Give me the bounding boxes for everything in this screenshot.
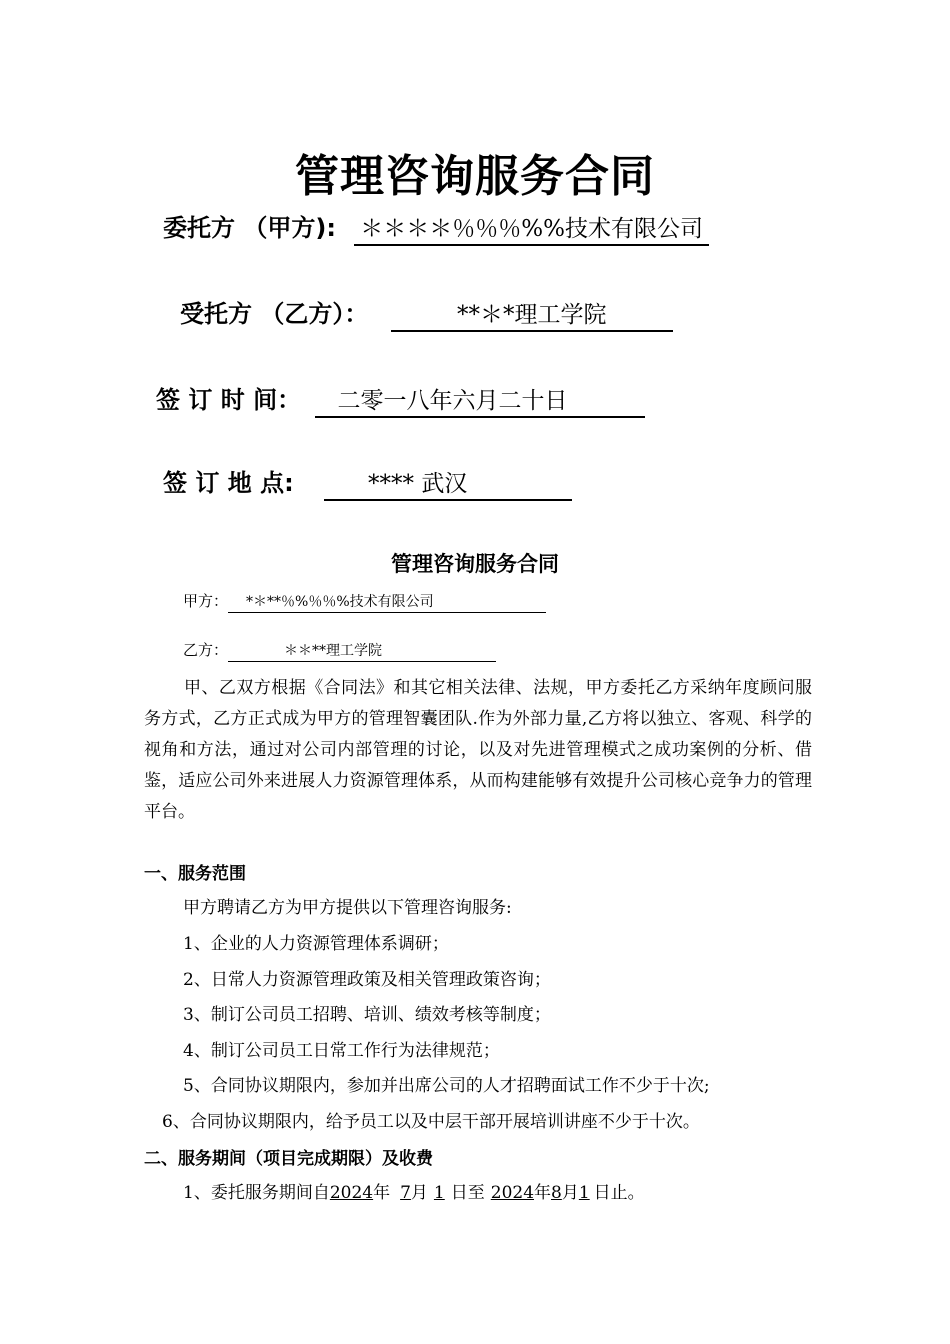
section-2-heading: 二、服务期间（项目完成期限）及收费 bbox=[144, 1149, 433, 1169]
service-item-1: 1、企业的人力资源管理体系调研； bbox=[183, 934, 449, 954]
sign-place-value: **** 武汉 bbox=[324, 469, 572, 501]
service-item-2: 2、日常人力资源管理政策及相关管理政策咨询； bbox=[183, 970, 551, 990]
end-day: 1 bbox=[578, 1183, 590, 1203]
party-b-label: 乙方： bbox=[183, 641, 229, 659]
end-month-char: 月 bbox=[561, 1183, 579, 1203]
service-item-6: 6、合同协议期限内，给予员工以及中层干部开展培训讲座不少于十次。 bbox=[162, 1112, 700, 1132]
sign-time-label: 签 订 时 间： bbox=[156, 386, 302, 414]
start-day: 1 bbox=[433, 1183, 445, 1203]
year-char: 年 bbox=[373, 1183, 391, 1203]
contractor-value: **＊*理工学院 bbox=[391, 300, 673, 332]
service-item-3: 3、制订公司员工招聘、培训、绩效考核等制度； bbox=[183, 1005, 551, 1025]
client-value: ＊＊＊＊％％％%%技术有限公司 bbox=[354, 214, 709, 246]
intro-paragraph: 甲、乙双方根据《合同法》和其它相关法律、法规，甲方委托乙方采纳年度顾问服务方式，乙方正式成为甲方的管理智囊团队.作为外部力量,乙方将以独立、客观、科学的视角和方法，通过对公司内部管理的讨论，以及对先进管理模式之成功案例的分析、借鉴，适应公司外来进展人力资源管理体系，从而构建能够有效提升公司核心竞争力的管理平台。 bbox=[144, 678, 812, 822]
contract-title: 管理咨询服务合同 bbox=[391, 552, 559, 576]
client-line bbox=[163, 208, 709, 246]
day-char: 日至 bbox=[450, 1183, 485, 1203]
party-b-value: ＊＊**理工学院 bbox=[228, 641, 496, 662]
contractor-line bbox=[180, 294, 673, 332]
period-prefix: 1、委托服务期间自 bbox=[183, 1183, 330, 1203]
month-char: 月 bbox=[410, 1183, 428, 1203]
sign-time-value: 二零一八年六月二十日 bbox=[315, 386, 645, 418]
sign-time-line bbox=[156, 380, 645, 418]
service-item-5: 5、合同协议期限内，参加并出席公司的人才招聘面试工作不少于十次; bbox=[183, 1076, 710, 1096]
party-a-value: *＊**％%％％%技术有限公司 bbox=[228, 592, 546, 613]
service-item-4: 4、制订公司员工日常工作行为法律规范； bbox=[183, 1041, 500, 1061]
service-period-line bbox=[183, 1178, 645, 1203]
period-suffix: 日止。 bbox=[593, 1183, 645, 1203]
cover-title: 管理咨询服务合同 bbox=[295, 151, 655, 202]
end-year: 2024 bbox=[490, 1183, 535, 1203]
start-month: 7 bbox=[400, 1183, 411, 1203]
start-year: 2024 bbox=[329, 1183, 374, 1203]
party-a-label: 甲方： bbox=[183, 592, 229, 610]
end-month: 8 bbox=[551, 1183, 562, 1203]
section-1-lead: 甲方聘请乙方为甲方提供以下管理咨询服务: bbox=[183, 898, 512, 918]
end-year-char: 年 bbox=[534, 1183, 552, 1203]
contractor-label: 受托方 （乙方）： bbox=[180, 300, 369, 328]
section-1-heading: 一、服务范围 bbox=[144, 864, 246, 884]
sign-place-line bbox=[163, 463, 572, 501]
sign-place-label: 签 订 地 点: bbox=[163, 469, 294, 497]
party-b-line bbox=[183, 639, 496, 662]
party-a-line bbox=[183, 590, 546, 613]
client-label: 委托方 （甲方): bbox=[163, 214, 336, 242]
